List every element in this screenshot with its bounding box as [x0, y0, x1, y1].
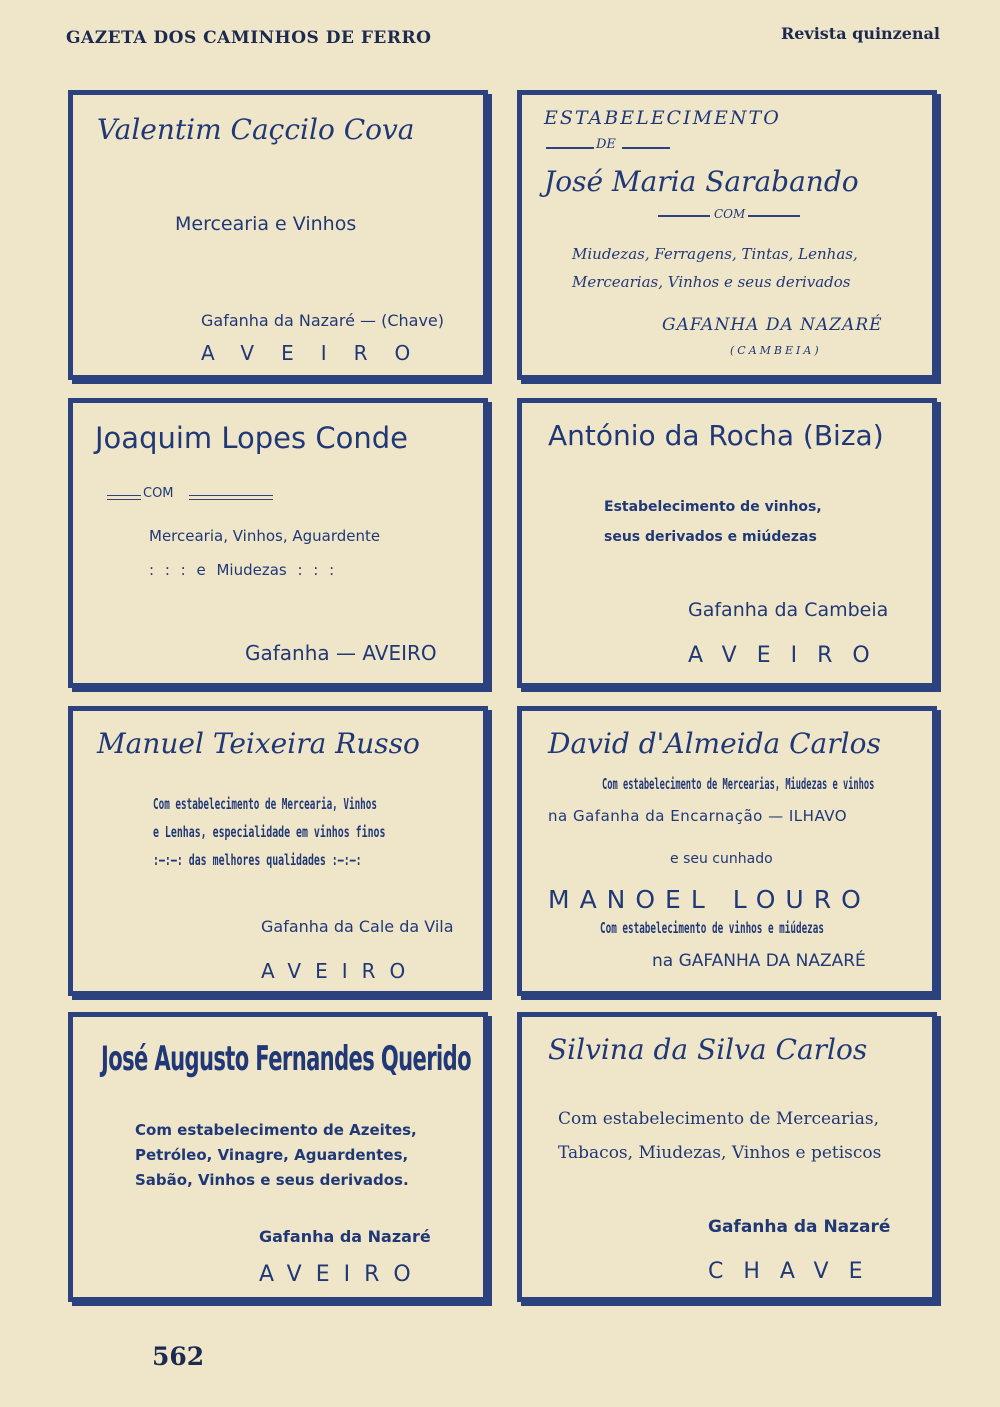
- ad-desc: seus derivados e miúdezas: [604, 529, 817, 545]
- ad-david-carlos: [517, 706, 937, 996]
- ad-desc: Tabacos, Miudezas, Vinhos e petiscos: [558, 1143, 882, 1163]
- ad-desc: na GAFANHA DA NAZARÉ: [652, 951, 866, 971]
- ad-joaquim-conde: [68, 398, 488, 688]
- ad-desc: Sabão, Vinhos e seus derivados.: [135, 1171, 409, 1189]
- ad-place: Gafanha da Nazaré: [259, 1227, 431, 1246]
- ad-desc: Com estabelecimento de Mercearia, Vinhos: [153, 795, 377, 813]
- ad-desc: Miudezas, Ferragens, Tintas, Lenhas,: [572, 245, 858, 263]
- divider: [189, 495, 273, 500]
- ad-name: António da Rocha (Biza): [548, 419, 884, 452]
- ad-desc: Mercearias, Vinhos e seus derivados: [572, 273, 851, 291]
- ad-place: Gafanha — AVEIRO: [245, 641, 437, 665]
- ad-city: CHAVE: [708, 1259, 883, 1284]
- ad-manuel-russo: [68, 706, 488, 996]
- ad-city: AVEIRO: [201, 341, 438, 365]
- ad-city: AVEIRO: [259, 1262, 425, 1287]
- ad-desc: Petróleo, Vinagre, Aguardentes,: [135, 1146, 409, 1164]
- ad-place-sub: (CAMBEIA): [730, 344, 822, 357]
- ad-name: Joaquim Lopes Conde: [95, 421, 408, 455]
- ad-silvina-carlos: [517, 1012, 937, 1302]
- ad-desc: e seu cunhado: [670, 851, 773, 867]
- ad-desc: Com estabelecimento de Mercearias,: [558, 1109, 879, 1129]
- ad-desc: Com estabelecimento de Azeites,: [135, 1121, 417, 1139]
- ad-valentim-cova: [68, 90, 488, 380]
- divider: [546, 147, 594, 149]
- ad-desc: Estabelecimento de vinhos,: [604, 499, 822, 515]
- ad-place: Gafanha da Cale da Vila: [261, 917, 454, 936]
- ad-place: Gafanha da Nazaré: [708, 1217, 891, 1237]
- ad-name: Manuel Teixeira Russo: [97, 727, 420, 760]
- ad-desc: na Gafanha da Encarnação — ILHAVO: [548, 807, 848, 825]
- ad-heading-de: DE: [596, 137, 616, 152]
- ad-antonio-rocha: [517, 398, 937, 688]
- divider: [658, 215, 710, 217]
- ad-com: COM: [714, 207, 746, 221]
- divider: [748, 215, 800, 217]
- ad-trade: Mercearia e Vinhos: [175, 213, 357, 235]
- ad-desc: e Lenhas, especialidade em vinhos finos: [153, 823, 386, 841]
- ad-city: AVEIRO: [261, 959, 420, 983]
- ad-name: José Maria Sarabando: [544, 165, 859, 198]
- ad-place: GAFANHA DA NAZARÉ: [662, 315, 883, 335]
- ad-city: AVEIRO: [688, 643, 890, 668]
- ad-name: David d'Almeida Carlos: [548, 727, 881, 760]
- divider: [622, 147, 670, 149]
- ad-desc: :—:—: das melhores qualidades :—:—:: [153, 851, 362, 869]
- ad-name: Silvina da Silva Carlos: [548, 1033, 868, 1066]
- ad-name: Valentim Caçcilo Cova: [97, 113, 415, 146]
- ad-name: José Augusto Fernandes Querido: [101, 1039, 471, 1079]
- ad-desc: : : : e Miudezas : : :: [149, 561, 335, 579]
- ad-desc: Com estabelecimento de Mercearias, Miudezas e vinhos: [602, 775, 875, 793]
- divider: [107, 495, 141, 500]
- ad-jose-querido: [68, 1012, 488, 1302]
- ad-place: Gafanha da Nazaré — (Chave): [201, 311, 444, 330]
- ad-jose-sarabando: [517, 90, 937, 380]
- ad-desc: Com estabelecimento de vinhos e miúdezas: [600, 919, 824, 937]
- ad-desc: Mercearia, Vinhos, Aguardente: [149, 527, 381, 545]
- ad-name-2: MANOEL LOURO: [548, 885, 871, 914]
- ad-place: Gafanha da Cambeia: [688, 599, 889, 621]
- journal-subtitle: Revista quinzenal: [780, 24, 940, 43]
- ad-heading: ESTABELECIMENTO: [544, 107, 781, 129]
- page-number: 562: [152, 1342, 205, 1371]
- ad-com: COM: [143, 486, 174, 501]
- journal-title: GAZETA DOS CAMINHOS DE FERRO: [66, 28, 432, 48]
